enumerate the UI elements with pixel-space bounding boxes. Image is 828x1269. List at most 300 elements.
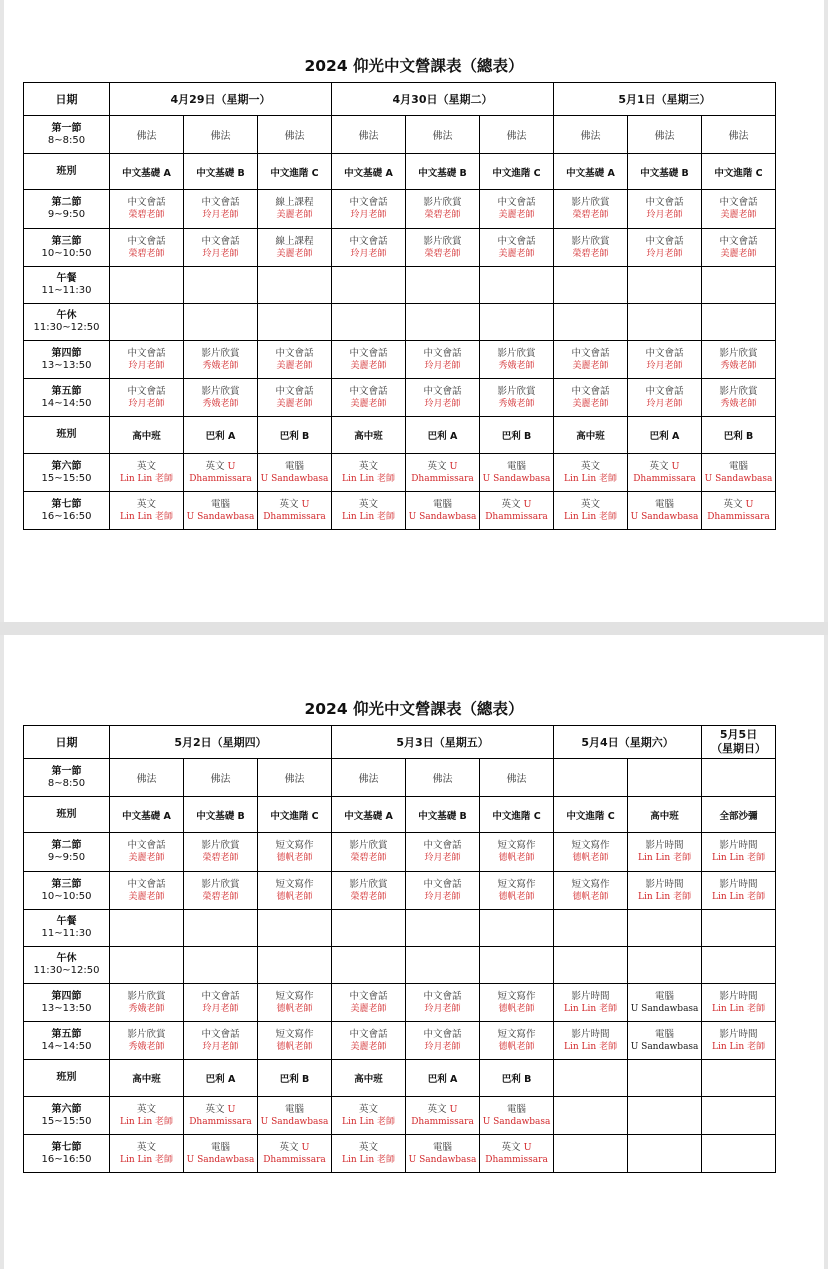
course-name [480, 991, 553, 1003]
course-name [628, 840, 701, 852]
class-cell [258, 1135, 332, 1173]
class-group-cell: 中文進階 C [480, 154, 554, 190]
course-name [258, 1104, 331, 1116]
teacher-name: 玲月老師 [350, 210, 387, 220]
class-cell [110, 984, 184, 1022]
period-name: 午餐 [56, 273, 77, 284]
period-time: 8~8:50 [47, 134, 86, 146]
course-name [184, 991, 257, 1003]
class-cell [258, 984, 332, 1022]
course-label: 電腦 [506, 460, 526, 472]
class-cell [110, 379, 184, 417]
class-cell [332, 229, 406, 267]
course-label: 影片欣賞 [349, 840, 388, 851]
course-name [332, 879, 405, 891]
period-name: 第二節 [51, 197, 82, 208]
teacher-prefix: U [227, 460, 236, 472]
course-label: 影片時間 [719, 878, 758, 890]
course-label: 影片欣賞 [349, 878, 388, 890]
class-cell [406, 454, 480, 492]
period-label [24, 229, 110, 267]
course-label: 影片欣賞 [497, 347, 536, 359]
teacher-name: Dhammissara [189, 1116, 252, 1127]
period-name: 第四節 [51, 990, 82, 1002]
schedule-row [24, 833, 776, 872]
class-cell [480, 984, 554, 1022]
course-name [480, 1142, 553, 1154]
teacher-name: 玲月老師 [424, 398, 461, 409]
teacher-name: 美麗老師 [350, 398, 387, 409]
course-name [554, 348, 627, 360]
teacher-name: 玲月老師 [202, 248, 239, 259]
course-label: 中文會話 [349, 1028, 388, 1040]
schedule-row [24, 190, 776, 229]
empty-cell [554, 267, 628, 304]
course-name [258, 461, 331, 473]
empty-cell [702, 910, 776, 947]
empty-cell [628, 947, 702, 984]
empty-cell [332, 304, 406, 341]
period-label [24, 1022, 110, 1060]
course-label: 電腦 [654, 498, 674, 510]
period-label [24, 116, 110, 154]
course-label: 英文 [501, 498, 521, 510]
class-cell [184, 1022, 258, 1060]
course-name [480, 197, 553, 209]
class-cell [184, 872, 258, 910]
course-name [110, 386, 183, 398]
course-name [406, 1104, 479, 1116]
teacher-name: 榮碧老師 [350, 853, 387, 863]
class-cell [406, 984, 480, 1022]
course-label: 電腦 [507, 1103, 527, 1115]
teacher-name: 美麗老師 [720, 210, 757, 220]
class-cell [406, 1135, 480, 1173]
course-label: 英文 [580, 498, 600, 510]
class-cell [332, 984, 406, 1022]
course-label: 影片欣賞 [201, 878, 240, 890]
course-label: 影片時間 [719, 990, 758, 1002]
course-label: 中文會話 [423, 990, 462, 1002]
course-label: 電腦 [729, 460, 749, 472]
class-cell [554, 872, 628, 910]
course-label: 中文會話 [201, 197, 240, 208]
schedule-row [24, 417, 776, 454]
teacher-name: Lin Lin 老師 [342, 1116, 396, 1127]
teacher-name: Lin Lin 老師 [119, 473, 174, 484]
empty-cell [628, 910, 702, 947]
subject-cell: 佛法 [332, 759, 406, 797]
teacher-name: U Sandawbasa [704, 473, 773, 484]
empty-cell [554, 1135, 628, 1173]
period-label [24, 379, 110, 417]
empty-cell [702, 267, 776, 304]
empty-cell [406, 947, 480, 984]
subject-cell: 佛法 [554, 116, 628, 154]
course-label: 英文 [649, 460, 669, 472]
course-label: 中文會話 [349, 235, 388, 247]
empty-cell [554, 947, 628, 984]
course-name [258, 1029, 331, 1041]
schedule-row [24, 759, 776, 797]
schedule-row [24, 267, 776, 304]
course-name [628, 991, 701, 1003]
course-label: 英文 [279, 1141, 299, 1153]
course-label: 英文 [501, 1141, 521, 1153]
teacher-name: Lin Lin 老師 [341, 511, 396, 522]
period-name: 第四節 [51, 347, 82, 359]
empty-cell [406, 267, 480, 304]
teacher-prefix: U [227, 1103, 236, 1115]
teacher-name: 秀娥老師 [202, 360, 239, 371]
course-name [406, 236, 479, 248]
teacher-name: Dhammissara [411, 473, 474, 484]
class-cell [554, 379, 628, 417]
teacher-name: 德帆老師 [572, 853, 609, 863]
class-group-cell [702, 1060, 776, 1097]
schedule-row [24, 116, 776, 154]
subject-cell: 佛法 [480, 759, 554, 797]
teacher-name: Lin Lin 老師 [563, 473, 618, 484]
course-label: 英文 [723, 498, 743, 510]
course-name [406, 879, 479, 891]
teacher-name: 美麗老師 [720, 248, 757, 259]
schedule-table [23, 725, 776, 1173]
course-name [332, 499, 405, 511]
class-cell [554, 984, 628, 1022]
class-cell [406, 229, 480, 267]
teacher-name: 美麗老師 [572, 360, 609, 371]
course-name [406, 461, 479, 473]
period-label [24, 872, 110, 910]
class-cell [332, 833, 406, 872]
teacher-name: Lin Lin 老師 [712, 853, 766, 863]
course-label: 影片欣賞 [423, 197, 462, 208]
day-header [702, 726, 776, 759]
period-name: 班別 [56, 429, 77, 440]
course-name [406, 840, 479, 852]
course-label: 中文會話 [497, 235, 536, 247]
date-header [24, 83, 110, 116]
course-label: 中文會話 [127, 840, 166, 851]
empty-cell [110, 304, 184, 341]
teacher-name: 榮碧老師 [424, 210, 461, 220]
day-label: 5月2日（星期四） [174, 736, 267, 749]
course-name [628, 461, 701, 473]
class-cell [702, 1022, 776, 1060]
course-label: 中文會話 [127, 235, 166, 247]
class-group-cell: 高中班 [628, 797, 702, 833]
teacher-prefix: U [301, 1141, 310, 1153]
class-cell [702, 190, 776, 229]
course-label: 影片時間 [645, 878, 684, 890]
teacher-name: 德帆老師 [276, 1003, 313, 1014]
day-label: 4月29日（星期一） [170, 93, 271, 106]
class-cell [554, 341, 628, 379]
class-cell [332, 492, 406, 530]
teacher-name: 榮碧老師 [572, 210, 609, 220]
class-group-cell: 高中班 [110, 417, 184, 454]
class-cell [554, 454, 628, 492]
course-name [258, 879, 331, 891]
day-header [332, 83, 554, 116]
class-cell [628, 492, 702, 530]
teacher-name: 玲月老師 [128, 398, 165, 409]
teacher-name: 榮碧老師 [128, 210, 165, 220]
course-name [332, 461, 405, 473]
empty-cell [480, 910, 554, 947]
header-row [24, 83, 776, 116]
class-group-cell: 巴利 B [258, 1060, 332, 1097]
teacher-name: 玲月老師 [646, 248, 683, 259]
course-name [258, 386, 331, 398]
empty-cell [554, 1097, 628, 1135]
teacher-name: Dhammissara [485, 1154, 548, 1165]
class-cell [406, 492, 480, 530]
teacher-name: 玲月老師 [202, 1003, 239, 1014]
course-name [554, 879, 627, 891]
period-label [24, 190, 110, 229]
period-name: 第六節 [51, 460, 82, 472]
teacher-name: 榮碧老師 [350, 891, 387, 902]
teacher-name: Dhammissara [189, 473, 252, 484]
course-name [702, 461, 775, 473]
subject-cell: 佛法 [406, 759, 480, 797]
teacher-name: 秀娥老師 [720, 360, 757, 371]
period-label [24, 492, 110, 530]
course-name [406, 386, 479, 398]
class-cell [184, 454, 258, 492]
class-cell [258, 833, 332, 872]
course-name [332, 348, 405, 360]
course-name [110, 461, 183, 473]
schedule-page-2 [4, 635, 824, 1269]
header-row [24, 726, 776, 759]
teacher-name: 德帆老師 [498, 891, 535, 902]
course-label: 中文會話 [719, 197, 758, 208]
class-group-cell: 中文基礎 A [332, 797, 406, 833]
class-cell [110, 341, 184, 379]
class-cell [480, 229, 554, 267]
teacher-name: 德帆老師 [498, 1041, 535, 1052]
empty-cell [184, 267, 258, 304]
teacher-name: Dhammissara [485, 511, 548, 522]
course-name [702, 991, 775, 1003]
course-name [258, 499, 331, 511]
empty-cell [110, 947, 184, 984]
class-cell [110, 1022, 184, 1060]
class-cell [702, 833, 776, 872]
empty-cell [258, 910, 332, 947]
class-cell [406, 379, 480, 417]
teacher-name: Dhammissara [263, 1154, 326, 1165]
period-label [24, 759, 110, 797]
class-cell [258, 190, 332, 229]
class-group-cell: 巴利 A [406, 1060, 480, 1097]
period-time: 9~9:50 [47, 209, 86, 220]
class-cell [184, 833, 258, 872]
teacher-name: Lin Lin 老師 [638, 853, 692, 863]
subject-cell: 佛法 [258, 116, 332, 154]
class-cell [406, 833, 480, 872]
teacher-name: 秀娥老師 [128, 1003, 165, 1014]
course-name [702, 879, 775, 891]
course-name [628, 386, 701, 398]
class-cell [406, 341, 480, 379]
period-name: 第三節 [51, 878, 82, 890]
course-label: 電腦 [432, 498, 452, 510]
course-name [554, 499, 627, 511]
period-label [24, 417, 110, 454]
teacher-name: 德帆老師 [572, 891, 609, 902]
class-cell [702, 229, 776, 267]
empty-cell [702, 304, 776, 341]
class-cell [480, 872, 554, 910]
course-label: 影片時間 [719, 1028, 758, 1040]
period-name: 午休 [56, 953, 77, 964]
class-cell [480, 1022, 554, 1060]
teacher-name: 玲月老師 [350, 248, 387, 259]
course-name [702, 1029, 775, 1041]
course-label: 英文 [427, 460, 447, 472]
teacher-name: 玲月老師 [646, 210, 683, 220]
course-label: 電腦 [433, 1141, 453, 1153]
class-cell [702, 454, 776, 492]
course-name [628, 197, 701, 209]
teacher-name: 德帆老師 [276, 853, 313, 863]
course-name [184, 197, 257, 209]
course-label: 中文會話 [127, 347, 166, 359]
period-time: 11~11:30 [41, 285, 92, 296]
teacher-name: Lin Lin 老師 [712, 1041, 766, 1052]
empty-cell [110, 267, 184, 304]
period-label [24, 910, 110, 947]
teacher-name: Dhammissara [633, 473, 696, 484]
empty-cell [258, 947, 332, 984]
subject-cell: 佛法 [110, 116, 184, 154]
class-group-cell [554, 1060, 628, 1097]
class-cell [184, 229, 258, 267]
course-name [554, 236, 627, 248]
class-group-cell: 中文基礎 B [406, 154, 480, 190]
course-label: 短文寫作 [497, 990, 536, 1002]
course-name [406, 348, 479, 360]
course-name [110, 1104, 183, 1116]
class-group-cell: 中文基礎 B [184, 797, 258, 833]
class-group-cell: 中文基礎 B [184, 154, 258, 190]
class-group-cell: 高中班 [110, 1060, 184, 1097]
course-label: 電腦 [285, 1103, 305, 1115]
class-group-cell: 巴利 B [702, 417, 776, 454]
period-name: 第一節 [51, 122, 82, 134]
class-cell [554, 833, 628, 872]
course-name [332, 991, 405, 1003]
course-label: 中文會話 [127, 385, 166, 397]
schedule-row [24, 1135, 776, 1173]
teacher-name: 榮碧老師 [128, 248, 165, 259]
class-cell [480, 454, 554, 492]
course-name [480, 1029, 553, 1041]
teacher-prefix: U [523, 1141, 532, 1153]
course-name [110, 879, 183, 891]
teacher-name: 德帆老師 [498, 853, 535, 863]
course-name [332, 197, 405, 209]
teacher-name: 美麗老師 [572, 398, 609, 409]
period-time: 14~14:50 [41, 397, 92, 409]
period-time: 11:30~12:50 [33, 322, 100, 333]
teacher-name: Lin Lin 老師 [119, 1116, 174, 1127]
course-name [258, 991, 331, 1003]
empty-cell [258, 304, 332, 341]
course-label: 中文會話 [645, 347, 684, 359]
course-label: 影片欣賞 [127, 1028, 166, 1040]
teacher-prefix: U [745, 498, 754, 510]
course-name [480, 236, 553, 248]
course-name [184, 1029, 257, 1041]
schedule-row [24, 797, 776, 833]
period-label [24, 797, 110, 833]
period-name: 第六節 [51, 1103, 82, 1115]
course-label: 英文 [136, 460, 156, 472]
page-title: 2024 仰光中文營課表（總表） [304, 57, 524, 75]
teacher-name: 玲月老師 [202, 1041, 239, 1052]
course-name [480, 840, 553, 852]
course-name [110, 197, 183, 209]
schedule-row [24, 304, 776, 341]
teacher-name: U Sandawbasa [630, 1041, 699, 1052]
course-label: 短文寫作 [275, 990, 314, 1002]
period-time: 10~10:50 [41, 890, 92, 902]
teacher-name: Dhammissara [263, 511, 326, 522]
class-cell [406, 1022, 480, 1060]
class-cell [184, 492, 258, 530]
teacher-name: 美麗老師 [350, 1041, 387, 1052]
date-header [24, 726, 110, 759]
teacher-name: 秀娥老師 [498, 360, 535, 371]
empty-cell [406, 304, 480, 341]
class-group-cell: 中文進階 C [258, 797, 332, 833]
course-name [184, 1104, 257, 1116]
course-name [406, 1142, 479, 1154]
class-group-cell: 中文基礎 A [110, 154, 184, 190]
empty-cell [110, 910, 184, 947]
course-label: 英文 [359, 1103, 379, 1115]
class-cell [406, 1097, 480, 1135]
period-label [24, 947, 110, 984]
course-label: 影片欣賞 [719, 385, 758, 397]
course-label: 中文會話 [349, 347, 388, 359]
course-name [480, 1104, 553, 1116]
course-name [702, 197, 775, 209]
teacher-name: Lin Lin 老師 [564, 1003, 618, 1014]
subject-cell: 佛法 [110, 759, 184, 797]
empty-cell [406, 910, 480, 947]
teacher-name: 榮碧老師 [572, 248, 609, 259]
class-cell [628, 341, 702, 379]
class-group-cell: 中文進階 C [480, 797, 554, 833]
teacher-prefix: U [449, 1103, 458, 1115]
teacher-name: 玲月老師 [424, 1041, 461, 1052]
class-cell [332, 379, 406, 417]
class-cell [480, 833, 554, 872]
teacher-name: 玲月老師 [128, 360, 165, 371]
course-name [184, 1142, 257, 1154]
course-name [628, 499, 701, 511]
subject-cell: 佛法 [332, 116, 406, 154]
teacher-name: Dhammissara [411, 1116, 474, 1127]
teacher-name: U Sandawbasa [482, 1116, 551, 1127]
course-name [480, 461, 553, 473]
